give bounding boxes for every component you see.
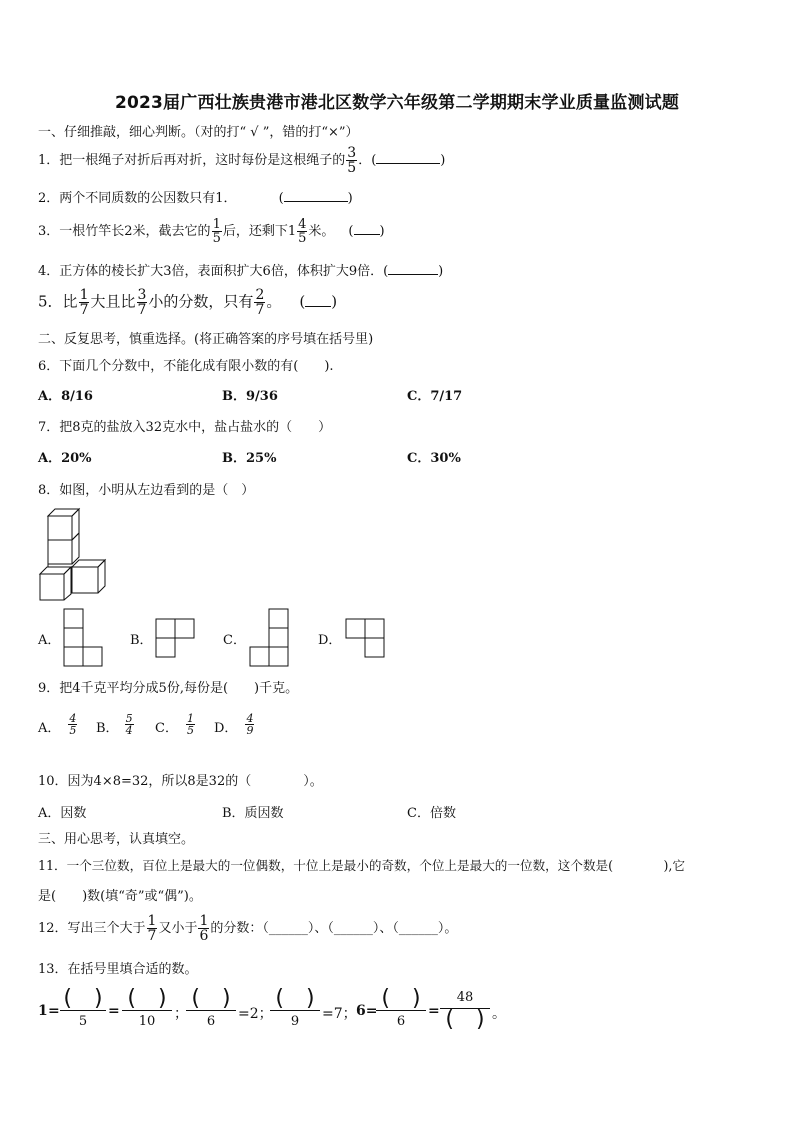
q9-option-d: D． $\frac{4}{9}$ <box>214 712 254 737</box>
question-11-line-2: 是( )数(填“奇”或“偶”)。 <box>38 889 202 904</box>
question-13: 13．在括号里填合适的数。 <box>38 962 198 977</box>
q6-option-c: C．7/17 <box>407 389 463 404</box>
q13-semicolon-1: ； <box>174 1006 188 1022</box>
cube-stack-figure <box>38 506 108 602</box>
q8-option-c-figure <box>249 608 291 668</box>
q10-option-c: C．倍数 <box>407 806 456 821</box>
q8-option-d-figure <box>345 618 387 660</box>
q13-result-4: =7； <box>322 1006 357 1022</box>
question-11-line-1: 11．一个三位数，百位上是最大的一位偶数，十位上是最小的奇数，个位上是最大的一位数，这个数是( ),它 <box>38 858 685 873</box>
q8-label-a: A． <box>38 633 61 648</box>
q13-frac-5: ( ) 6 <box>376 988 426 1029</box>
q13-frac-1: ( ) 5 <box>60 988 106 1029</box>
q13-equals-2: = <box>108 1003 120 1019</box>
section-3-heading: 三、用心思考，认真填空。 <box>38 832 195 847</box>
question-5: 5．比 $\frac{1}{7}$ 大且比 $\frac{3}{7}$ 小的分数，只有 $\frac{2}{7}$ 。 ( ) <box>38 287 338 318</box>
q13-frac-6: 48 ( ) <box>440 988 490 1031</box>
q13-equals-1: = <box>48 1003 60 1019</box>
question-2: 2．两个不同质数的公因数只有1． ( ) <box>38 191 353 206</box>
q9-option-a: A． $\frac{4}{5}$ <box>38 712 77 737</box>
question-6: 6．下面几个分数中，不能化成有限小数的有( ). <box>38 359 334 374</box>
q13-frac-2: ( ) 10 <box>122 988 172 1029</box>
question-9: 9．把4千克平均分成5份,每份是( )千克。 <box>38 681 299 696</box>
section-2-heading: 二、反复思考，慎重选择。(将正确答案的序号填在括号里) <box>38 332 374 347</box>
q7-option-c: C．30% <box>407 451 461 466</box>
question-12: 12．写出三个大于 $\frac{1}{7}$ 又小于 $\frac{1}{6}$ 的分数：（______）、（______）、（______）。 <box>38 913 458 944</box>
q7-option-b: B．25% <box>222 451 277 466</box>
q7-option-a: A．20% <box>38 451 92 466</box>
q8-label-b: B． <box>130 633 153 648</box>
q9-option-b: B． $\frac{5}{4}$ <box>96 712 133 737</box>
q8-option-a-figure <box>63 608 105 668</box>
question-4: 4．正方体的棱长扩大3倍，表面积扩大6倍，体积扩大9倍．( ) <box>38 264 444 279</box>
q13-frac-3: ( ) 6 <box>186 988 236 1029</box>
q10-option-a: A．因数 <box>38 806 87 821</box>
question-8: 8．如图，小明从左边看到的是（ ） <box>38 483 255 498</box>
q13-six: 6= <box>356 1003 378 1019</box>
question-10: 10．因为4×8=32，所以8是32的（ ）。 <box>38 774 323 789</box>
q13-period: 。 <box>492 1006 506 1022</box>
section-1-heading: 一、仔细推敲，细心判断。（对的打“ √ ”，错的打“×”） <box>38 125 359 140</box>
q9-option-c: C． $\frac{1}{5}$ <box>155 712 194 737</box>
q6-option-a: A．8/16 <box>38 389 93 404</box>
page-title: 2023届广西壮族贵港市港北区数学六年级第二学期期末学业质量监测试题 <box>114 93 680 113</box>
question-7: 7．把8克的盐放入32克水中，盐占盐水的（ ） <box>38 420 332 435</box>
question-1: 1．把一根绳子对折后再对折，这时每份是这根绳子的 $\frac{3}{5}$ ．( ) <box>38 145 446 176</box>
question-3: 3．一根竹竿长2米，截去它的 $\frac{1}{5}$ 后，还剩下1 $\frac{4}{5}$ 米。 ( ) <box>38 217 385 246</box>
q13-result-3: =2； <box>238 1006 273 1022</box>
q13-one: 1 <box>38 1003 48 1019</box>
q13-frac-4: ( ) 9 <box>270 988 320 1029</box>
q10-option-b: B．质因数 <box>222 806 284 821</box>
q8-label-c: C． <box>223 633 246 648</box>
q6-option-b: B．9/36 <box>222 389 278 404</box>
q8-label-d: D． <box>318 633 342 648</box>
q13-equals-3: = <box>428 1003 440 1019</box>
q8-option-b-figure <box>155 618 197 660</box>
